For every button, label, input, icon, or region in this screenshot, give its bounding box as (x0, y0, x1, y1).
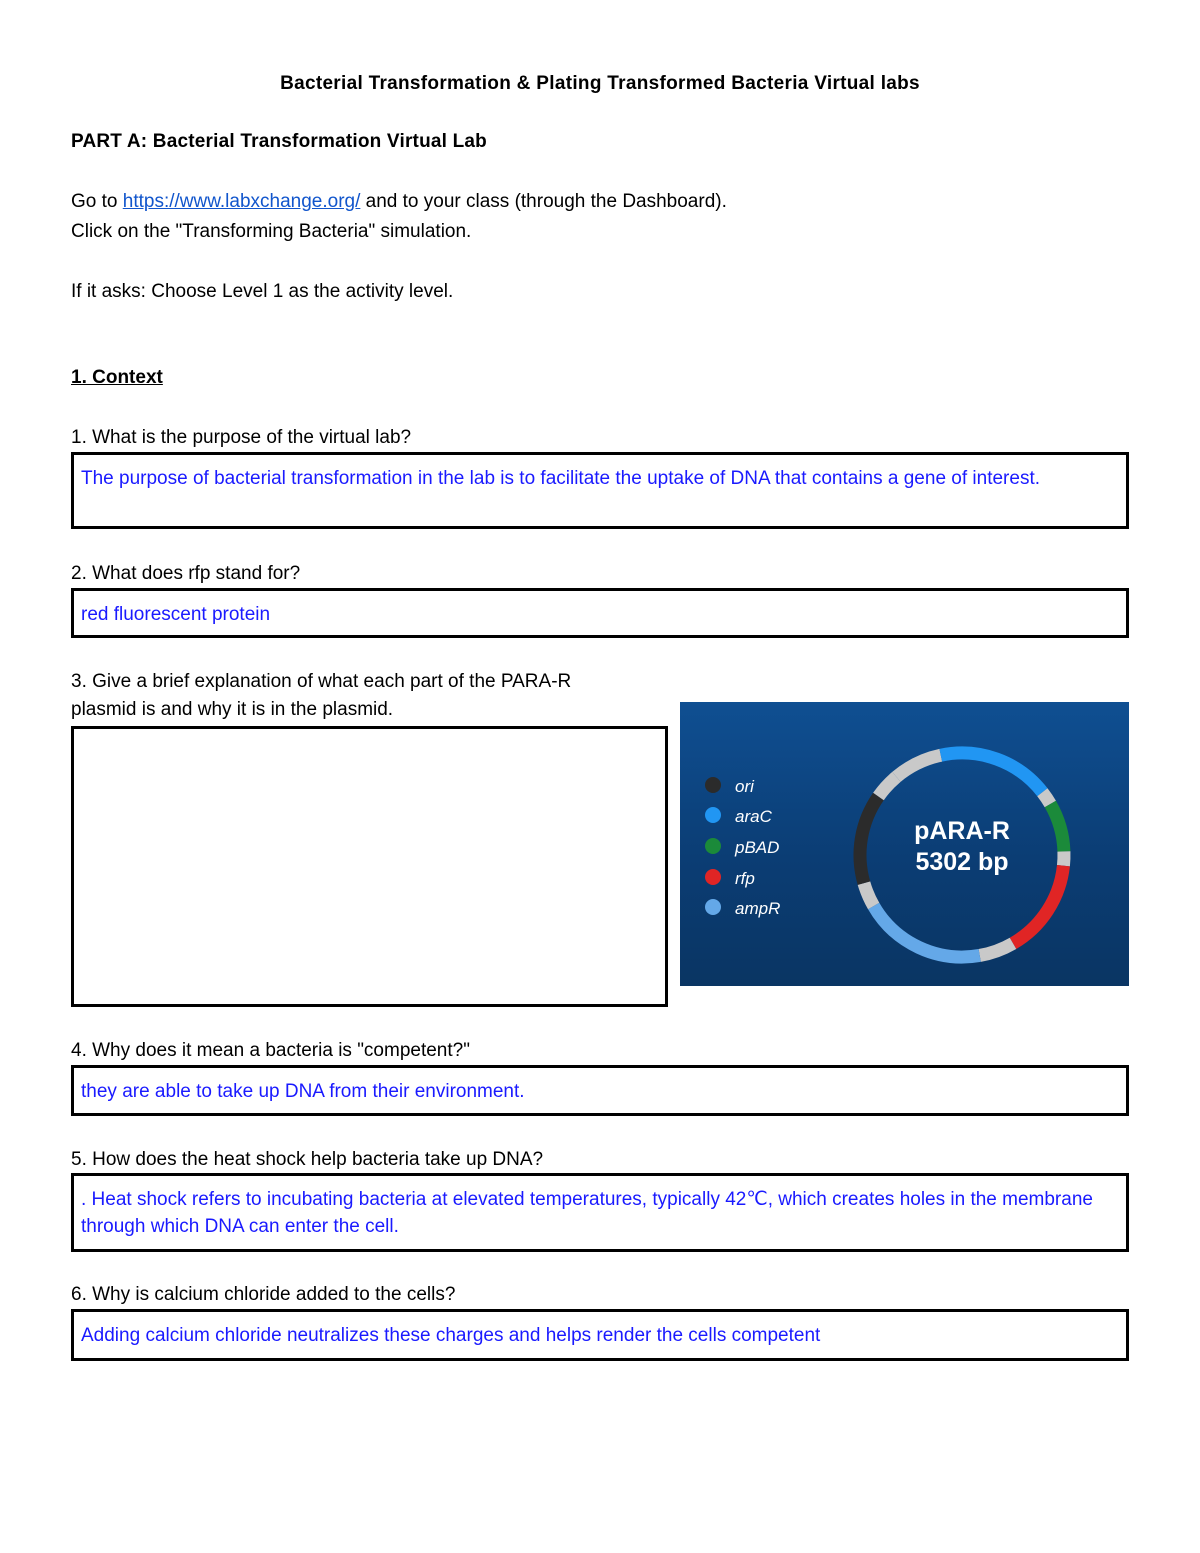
question-1-answer: The purpose of bacterial transformation in the lab is to facilitate the uptake of DNA that contains a gene of interest. (81, 468, 1040, 489)
legend-dot-pbad (705, 838, 721, 854)
labxchange-link[interactable]: https://www.labxchange.org/ (122, 191, 361, 212)
plasmid-legend (705, 777, 780, 918)
legend-dot-ampr (705, 899, 721, 915)
ring-spacer (896, 755, 940, 777)
plasmid-name: pARA-R (914, 817, 1010, 845)
ring-spacer (1063, 851, 1064, 865)
question-6-prompt: 6. Why is calcium chloride added to the cells? (71, 1284, 456, 1305)
ring-arc-arac (941, 753, 1043, 792)
plasmid-size: 5302 bp (915, 848, 1009, 876)
legend-dot-rfp (705, 869, 721, 885)
question-3-answer-box[interactable] (71, 726, 668, 1007)
question-4-prompt: 4. Why does it mean a bacteria is "competent?" (71, 1040, 470, 1061)
ring-spacer (864, 883, 874, 906)
section-heading-context: 1. Context (71, 367, 163, 388)
question-2-prompt: 2. What does rfp stand for? (71, 563, 301, 584)
question-4-answer: they are able to take up DNA from their environment. (81, 1081, 525, 1102)
question-3-prompt-line-2: plasmid is and why it is in the plasmid. (71, 699, 394, 720)
part-a-title: PART A: Bacterial Transformation Virtual Lab (71, 131, 487, 152)
ring-spacer (980, 943, 1013, 955)
intro-level-line: If it asks: Choose Level 1 as the activity level. (71, 281, 454, 302)
question-2-answer: red fluorescent protein (81, 604, 271, 625)
legend-dot-ori (705, 777, 721, 793)
ring-spacer (1042, 792, 1050, 804)
legend-label-rfp: rfp (735, 869, 755, 888)
ring-arc-ori (860, 796, 878, 883)
question-6-answer: Adding calcium chloride neutralizes these charges and helps render the cells competent (81, 1325, 821, 1346)
question-5-prompt: 5. How does the heat shock help bacteria take up DNA? (71, 1149, 544, 1170)
question-6-answer-box[interactable] (71, 1309, 1129, 1361)
intro-go-to-line (71, 191, 727, 213)
document-title: Bacterial Transformation & Plating Transformed Bacteria Virtual labs (280, 73, 920, 94)
question-2-answer-box[interactable] (71, 588, 1129, 638)
legend-dot-arac (705, 807, 721, 823)
plasmid-map-svg (680, 702, 1129, 986)
legend-label-ampr: ampR (735, 899, 781, 918)
ring-arc-ampr (874, 906, 980, 957)
ring-arc-rfp (1013, 866, 1063, 944)
go-to-suffix: and to your class (through the Dashboard). (360, 191, 727, 212)
question-5-answer: . Heat shock refers to incubating bacteria at elevated temperatures, typically 42℃, which creates holes in the membrane through which DNA can enter the cell. (81, 1189, 1093, 1237)
question-4-answer-box[interactable] (71, 1065, 1129, 1116)
intro-click-line: Click on the "Transforming Bacteria" simulation. (71, 221, 472, 242)
question-5-answer-box[interactable] (71, 1173, 1129, 1252)
question-1-answer-box[interactable] (71, 452, 1129, 529)
legend-label-ori: ori (735, 777, 754, 796)
ring-arc-pbad (1050, 804, 1064, 851)
go-to-prefix: Go to (71, 191, 123, 212)
plasmid-map-figure (680, 702, 1129, 986)
question-3-prompt-line-1: 3. Give a brief explanation of what each part of the PARA-R (71, 671, 572, 692)
ring-spacer (878, 777, 896, 797)
legend-label-pbad: pBAD (735, 838, 780, 857)
question-1-prompt: 1. What is the purpose of the virtual lab? (71, 427, 412, 448)
legend-label-arac: araC (735, 807, 772, 826)
